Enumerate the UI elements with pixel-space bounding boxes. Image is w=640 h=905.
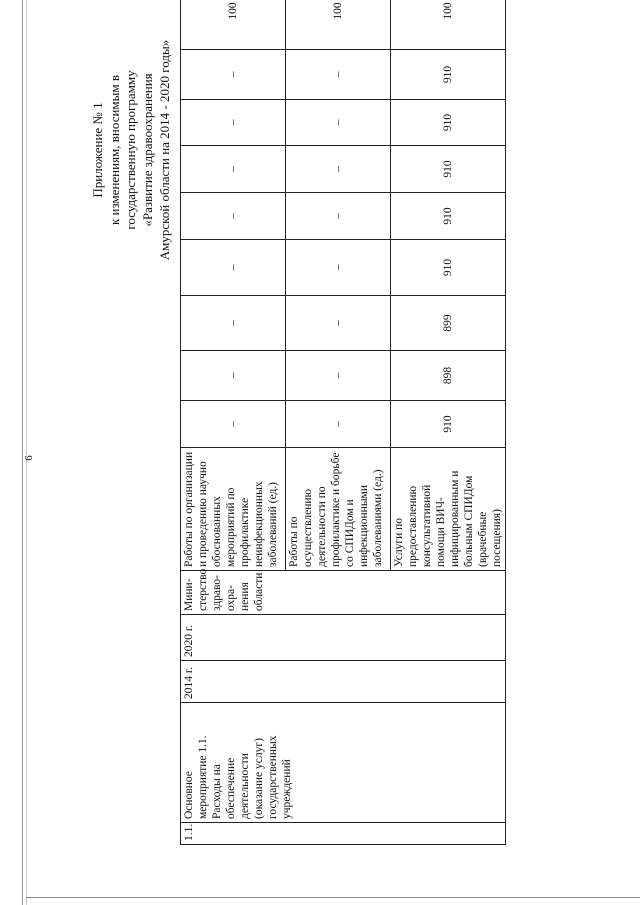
table-row: [181, 0, 286, 845]
value-cell: 910: [391, 100, 506, 146]
work-cell: Услуги по предоставлению консультативной помощи ВИЧ-инфицированным и больным СПИДом (врачебные посещения): [391, 448, 506, 571]
value-cell: –: [181, 401, 286, 448]
measure-cell: Основное мероприятие 1.1. Расходы на обеспечение деятельности (оказание услуг) государственных учреждений: [181, 703, 506, 823]
annex-text-block: [90, 0, 173, 300]
value-cell: –: [286, 193, 391, 240]
year-end-cell: 2020 г.: [181, 615, 506, 661]
last-value-cell: 100: [181, 0, 286, 50]
value-cell: –: [286, 401, 391, 448]
annex-line: Амурской области на 2014 - 2020 годы»: [156, 39, 172, 261]
annex-line: «Развитие здравоохранения: [139, 73, 155, 227]
annex-line: Приложение № 1: [90, 102, 105, 198]
value-cell: –: [181, 240, 286, 296]
value-cell: 910: [391, 193, 506, 240]
value-cell: –: [181, 50, 286, 100]
value-cell: –: [286, 351, 391, 401]
executor-cell: Мини-стерство здраво-охра-нения области: [181, 571, 506, 615]
page-number: 6: [23, 455, 35, 461]
last-value-cell: 100: [391, 0, 506, 50]
value-cell: –: [286, 240, 391, 296]
annex-line: к изменениям, вносимым в: [106, 74, 122, 226]
value-cell: –: [181, 146, 286, 193]
annex-line: государственную программу: [123, 70, 139, 230]
value-cell: 910: [391, 401, 506, 448]
value-cell: –: [181, 100, 286, 146]
left-margin-line-inner: [26, 0, 27, 905]
value-cell: –: [286, 146, 391, 193]
value-cell: –: [181, 296, 286, 351]
value-cell: 910: [391, 146, 506, 193]
value-cell: –: [286, 100, 391, 146]
value-cell: 898: [391, 351, 506, 401]
work-cell: Работы по организации и проведению научно обоснованных мероприятий по профилактике неинфекционных заболеваний (ед.): [181, 448, 286, 571]
row-number-cell: 1.1.: [181, 823, 506, 845]
bottom-margin-line: [26, 897, 640, 898]
program-table: [180, 0, 506, 845]
work-cell: Работы по осуществлению деятельности по профилактике и борьбе со СПИДом и инфекционными заболеваниями (ед.): [286, 448, 391, 571]
value-cell: –: [181, 351, 286, 401]
rotated-table-wrapper: [180, 2, 504, 845]
value-cell: 910: [391, 50, 506, 100]
value-cell: –: [181, 193, 286, 240]
value-cell: 899: [391, 296, 506, 351]
left-margin-line: [22, 0, 23, 905]
value-cell: –: [286, 50, 391, 100]
last-value-cell: 100: [286, 0, 391, 50]
value-cell: –: [286, 296, 391, 351]
value-cell: 910: [391, 240, 506, 296]
year-start-cell: 2014 г.: [181, 661, 506, 703]
